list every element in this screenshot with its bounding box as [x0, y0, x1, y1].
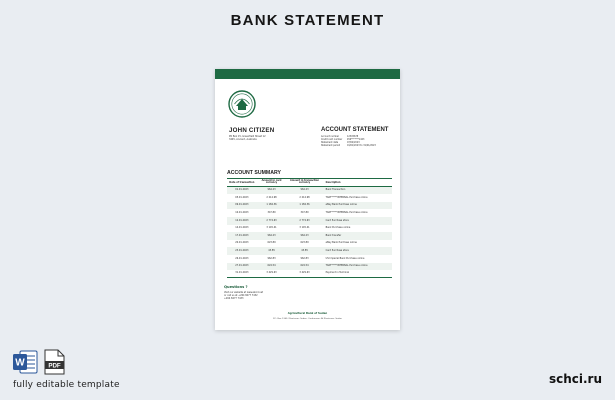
card-amount-cell: 3 145.41	[266, 226, 277, 230]
table-row	[227, 209, 392, 217]
date-cell: 14.01.2023	[235, 226, 249, 230]
meta-row: Statement period 01/01/2023 to 31/01/2023	[321, 143, 376, 147]
card-amount-cell: 624.54	[257, 263, 287, 271]
card-amount-cell: 623.89	[267, 241, 276, 245]
date-cell: 17.01.2023	[227, 232, 257, 240]
table-row	[227, 255, 392, 263]
date-cell: 01.01.2023	[227, 187, 257, 195]
transactions-table	[227, 178, 392, 278]
description-cell: Card Purchase store	[323, 217, 392, 225]
card-amount-cell: 2 774.63	[257, 217, 287, 225]
statement-document	[215, 69, 400, 330]
column-header: Date of transaction	[227, 179, 257, 187]
meta-row: Account number 12345678	[321, 134, 359, 138]
tx-amount-cell: 964.23	[286, 232, 322, 240]
table-row	[227, 202, 392, 210]
date-cell: 26.01.2023	[235, 256, 249, 260]
description-cell: eBay Bank Purchase online	[325, 241, 357, 245]
card-amount-cell: 3 429.63	[257, 270, 287, 278]
date-cell: 10.01.2023	[235, 210, 249, 214]
tx-amount-cell: 3 429.63	[286, 270, 322, 278]
table-row	[227, 240, 392, 248]
page-title: BANK STATEMENT	[230, 12, 385, 29]
description-cell: US Imperial Bank Purchase online	[325, 256, 365, 260]
table-row	[227, 247, 392, 255]
customer-address: PO Box 15, Greenfield Street 12 3445, Ancient, Australia	[229, 134, 266, 141]
word-doc-icon[interactable]	[12, 350, 38, 374]
table-row	[227, 217, 392, 225]
tx-amount-cell: 347.80	[300, 210, 309, 214]
date-cell: 20.01.2023	[235, 241, 249, 245]
description-cell: TRAF*****INTERNAL Purchase online	[323, 263, 392, 271]
description-cell: TRAF*****INTERNAL Purchase online	[325, 195, 368, 199]
meta-row: Credit card number 456*******1423	[321, 137, 365, 141]
template-caption: fully editable template	[13, 380, 120, 390]
column-header: Amount in card currency	[257, 179, 287, 187]
contact-info: Visit our website at www.abcd.net or call us at +264 8477 7432 +264 8477 7433	[224, 290, 264, 300]
tx-amount-cell: 964.23	[286, 187, 322, 195]
bank-address: P.O. Box 1363, Khartoum, Sudan. Omdurman, Al Khartoum, Sudan	[273, 318, 342, 320]
pdf-doc-icon[interactable]	[44, 349, 65, 375]
tx-amount-cell: 962.83	[300, 256, 309, 260]
word-icon-label: W	[15, 357, 25, 369]
tx-amount-cell: 2 214.98	[299, 195, 310, 199]
card-amount-cell: 964.23	[257, 232, 287, 240]
card-amount-cell: 964.23	[257, 187, 287, 195]
date-cell: 31.01.2023	[227, 270, 257, 278]
statement-meta	[321, 135, 376, 147]
table-row	[227, 270, 392, 278]
table-row	[227, 187, 392, 195]
tx-amount-cell: 624.54	[286, 263, 322, 271]
table-row	[227, 194, 392, 202]
card-amount-cell: 2 214.98	[266, 195, 277, 199]
table-row	[227, 225, 392, 233]
bank-seal-icon	[228, 90, 256, 118]
date-cell: 23.01.2023	[227, 247, 257, 255]
date-cell: 05.01.2023	[235, 195, 249, 199]
tx-amount-cell: 623.89	[300, 241, 309, 245]
description-cell: Bank transfer	[323, 232, 392, 240]
column-header: Amount in transaction currency	[286, 179, 322, 187]
card-amount-cell: 347.80	[267, 210, 276, 214]
table-header-row	[227, 179, 392, 187]
meta-row: Statement date 07/02/2023	[321, 140, 360, 144]
site-watermark: schci.ru	[548, 372, 602, 386]
header-bar	[215, 69, 400, 79]
description-cell: Payment in Terminal	[323, 270, 392, 278]
card-amount-cell: 962.83	[267, 256, 276, 260]
account-summary-title: ACCOUNT SUMMARY	[227, 170, 281, 176]
description-cell: Bank Transaction	[323, 187, 392, 195]
transactions-body	[227, 187, 392, 278]
customer-name: JOHN CITIZEN	[229, 127, 275, 134]
tx-amount-cell: 3 145.41	[299, 226, 310, 230]
description-cell: TRAF*****INTERNAL Purchase online	[325, 210, 368, 214]
date-cell: 09.01.2023	[227, 202, 257, 210]
date-cell: 27.01.2023	[227, 263, 257, 271]
questions-title: Questions ?	[224, 285, 248, 289]
table-row	[227, 232, 392, 240]
tx-amount-cell: 1 184.36	[286, 202, 322, 210]
card-amount-cell: 1 184.36	[257, 202, 287, 210]
pdf-icon-label: PDF	[48, 362, 61, 370]
statement-title: ACCOUNT STATEMENT	[321, 127, 389, 133]
description-cell: Bank Purchase online	[325, 226, 351, 230]
tx-amount-cell: 2 774.63	[286, 217, 322, 225]
description-cell: eBay Bank Purchase online	[323, 202, 392, 210]
table-row	[227, 263, 392, 271]
tx-amount-cell: 43.85	[286, 247, 322, 255]
description-cell: Card Purchase store	[323, 247, 392, 255]
card-amount-cell: 43.85	[257, 247, 287, 255]
bank-name: Agricultural Bank of Sudan	[287, 312, 328, 315]
date-cell: 12.01.2023	[227, 217, 257, 225]
column-header: Description	[323, 179, 392, 187]
